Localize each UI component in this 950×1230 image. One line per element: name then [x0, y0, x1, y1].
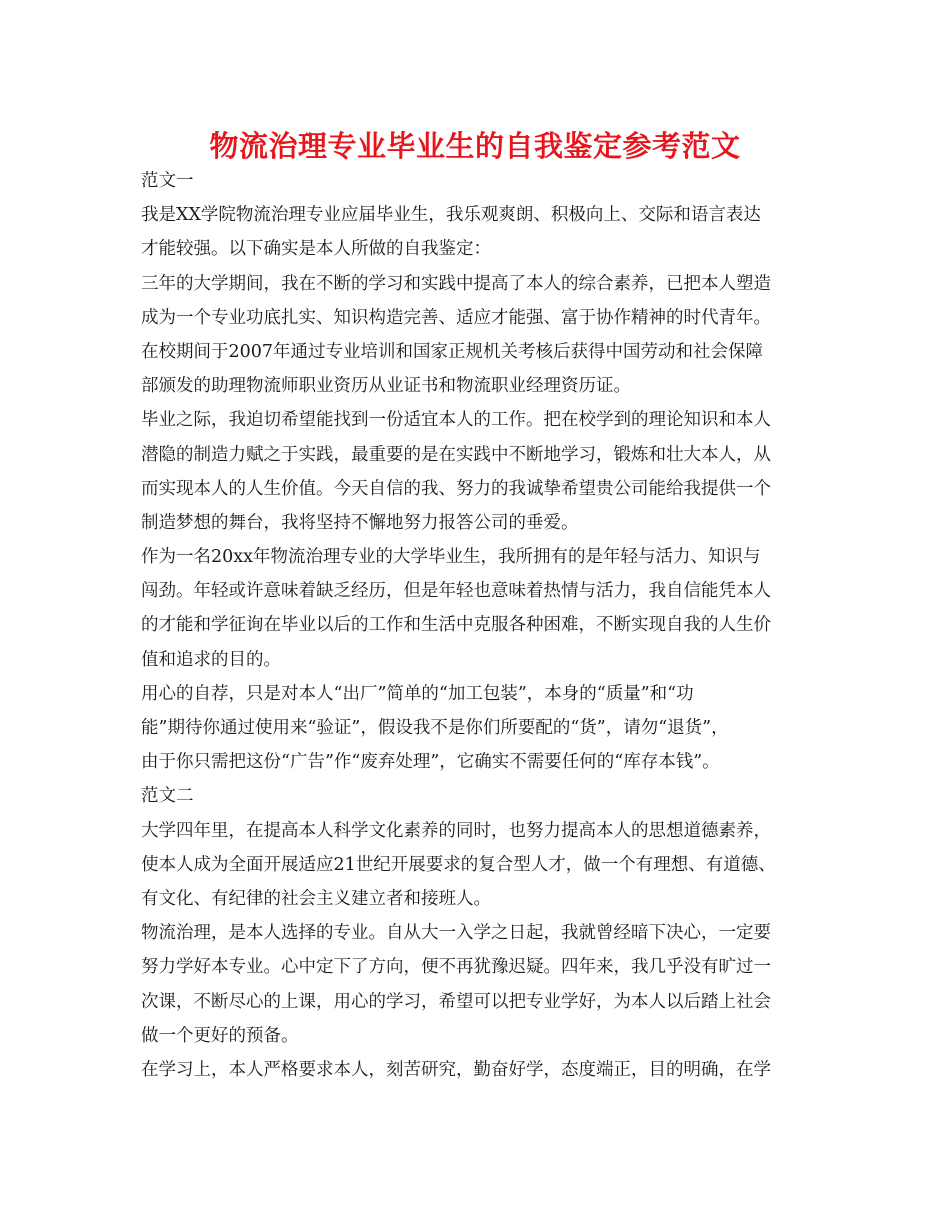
text-line: 物流治理，是本人选择的专业。自从大一入学之日起，我就曾经暗下决心，一定要: [141, 923, 771, 944]
text-line: 而实现本人的人生价值。今天自信的我、努力的我诚挚希望贵公司能给我提供一个: [141, 478, 771, 499]
text-line: 才能较强。以下确实是本人所做的自我鉴定：: [141, 239, 491, 260]
text-line: 做一个更好的预备。: [141, 1025, 299, 1046]
text-line: 有文化、有纪律的社会主义建立者和接班人。: [141, 888, 491, 909]
text-line: 三年的大学期间，我在不断的学习和实践中提高了本人的综合素养，已把本人塑造: [141, 273, 771, 294]
text-line: 次课，不断尽心的上课，用心的学习，希望可以把专业学好，为本人以后踏上社会: [141, 991, 771, 1012]
text-line: 作为一名20xx年物流治理专业的大学毕业生，我所拥有的是年轻与活力、知识与: [141, 547, 761, 568]
document-body: [141, 164, 831, 1087]
text-line: 由于你只需把这份“广告”作“废弃处理”，它确实不需要任何的“库存本钱”。: [141, 752, 720, 773]
text-line: 在学习上，本人严格要求本人，刻苦研究，勤奋好学，态度端正，目的明确，在学: [141, 1059, 771, 1080]
text-line: 制造梦想的舞台，我将坚持不懈地努力报答公司的垂爱。: [141, 512, 579, 533]
text-line: 在校期间于2007年通过专业培训和国家正规机关考核后获得中国劳动和社会保障: [141, 341, 764, 362]
document-title: 物流治理专业毕业生的自我鉴定参考范文: [209, 129, 741, 163]
text-line: 闯劲。年轻或许意味着缺乏经历，但是年轻也意味着热情与活力，我自信能凭本人: [141, 581, 771, 602]
section-heading: 范文二: [141, 786, 194, 807]
text-line: 使本人成为全面开展适应21世纪开展要求的复合型人才，做一个有理想、有道德、: [141, 854, 776, 875]
text-line: 的才能和学征询在毕业以后的工作和生活中克服各种困难，不断实现自我的人生价: [141, 615, 771, 636]
text-line: 部颁发的助理物流师职业资历从业证书和物流职业经理资历证。: [141, 376, 631, 397]
text-line: 努力学好本专业。心中定下了方向，便不再犹豫迟疑。四年来，我几乎没有旷过一: [141, 957, 771, 978]
text-line: 成为一个专业功底扎实、知识构造完善、适应才能强、富于协作精神的时代青年。: [141, 307, 771, 328]
text-line: 我是XX学院物流治理专业应届毕业生，我乐观爽朗、积极向上、交际和语言表达: [141, 205, 761, 226]
text-line: 大学四年里，在提高本人科学文化素养的同时，也努力提高本人的思想道德素养，: [141, 820, 771, 841]
section-heading: 范文一: [141, 171, 194, 191]
text-line: 用心的自荐，只是对本人“出厂”简单的“加工包装”，本身的“质量”和“功: [141, 683, 694, 704]
text-line: 值和追求的目的。: [141, 649, 281, 670]
text-line: 毕业之际，我迫切希望能找到一份适宜本人的工作。把在校学到的理论知识和本人: [141, 410, 771, 431]
text-line: 潜隐的制造力赋之于实践，最重要的是在实践中不断地学习，锻炼和壮大本人，从: [141, 444, 771, 465]
text-line: 能”期待你通过使用来“验证”，假设我不是你们所要配的“货”，请勿“退货”，: [141, 718, 729, 738]
